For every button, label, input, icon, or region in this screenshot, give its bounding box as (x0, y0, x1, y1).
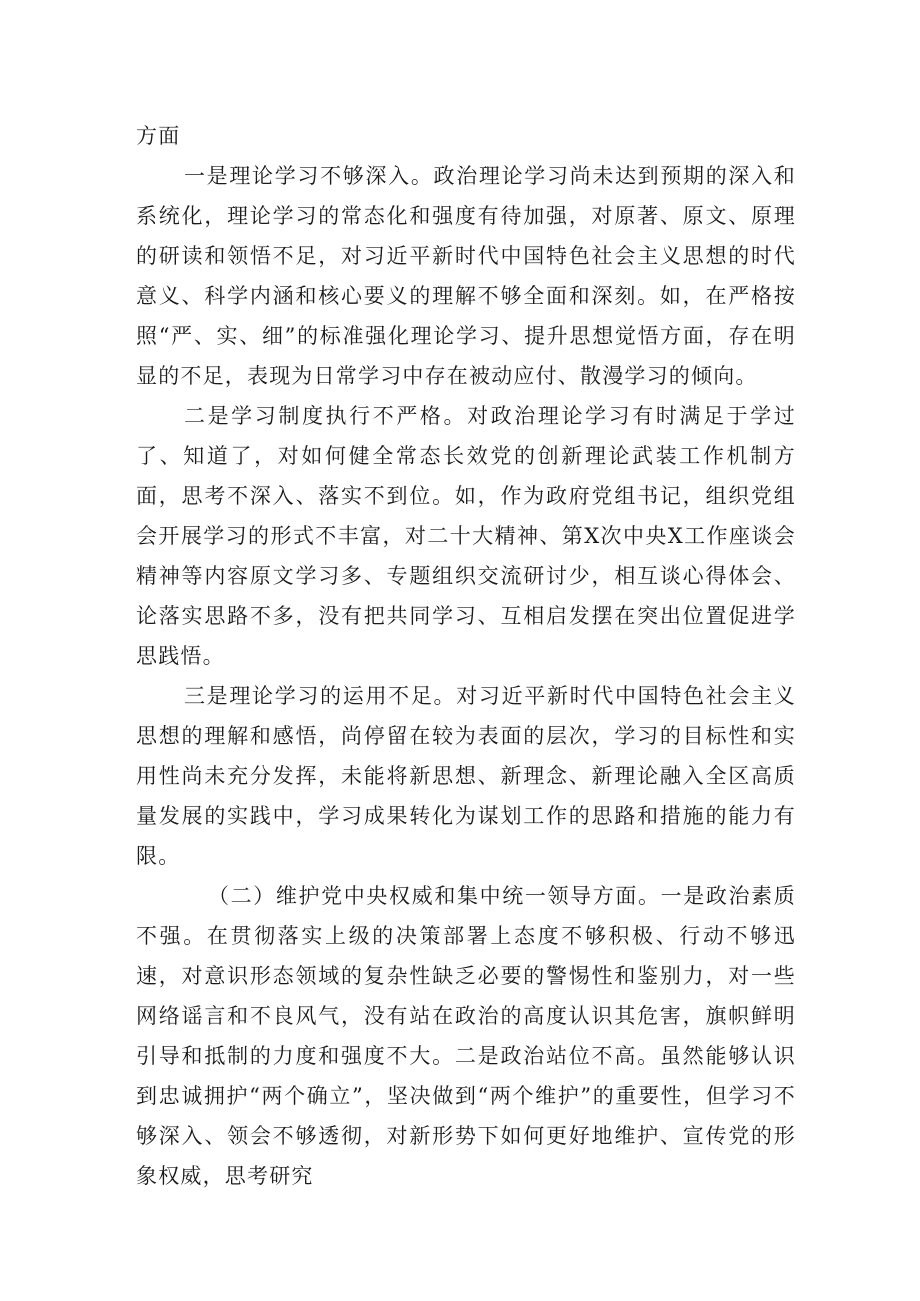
document-body (136, 116, 796, 1196)
paragraph-continuation: 方面 (136, 124, 181, 148)
paragraph-theory-application: 三是理论学习的运用不足。对习近平新时代中国特色社会主义思想的理解和感悟，尚停留在较为表面的层次，学习的目标性和实用性尚未充分发挥，未能将新思想、新理念、新理论融入全区高质量发展的实践中，学习成果转化为谋划工作的思路和措施的能力有限。 (136, 684, 796, 868)
paragraph-section-two: （二）维护党中央权威和集中统一领导方面。一是政治素质不强。在贯彻落实上级的决策部署上态度不够积极、行动不够迅速，对意识形态领域的复杂性缺乏必要的警惕性和鉴别力，对一些网络谣言和不良风气，没有站在政治的高度认识其危害，旗帜鲜明引导和抵制的力度和强度不大。二是政治站位不高。虽然能够认识到忠诚拥护“两个确立”，坚决做到“两个维护”的重要性，但学习不够深入、领会不够透彻，对新形势下如何更好地维护、宣传党的形象权威，思考研究 (136, 884, 796, 1188)
paragraph-study-system: 二是学习制度执行不严格。对政治理论学习有时满足于学过了、知道了，对如何健全常态长效党的创新理论武装工作机制方面，思考不深入、落实不到位。如，作为政府党组书记，组织党组会开展学习的形式不丰富，对二十大精神、第X次中央X工作座谈会精神等内容原文学习多、专题组织交流研讨少，相互谈心得体会、论落实思路不多，没有把共同学习、互相启发摆在突出位置促进学思践悟。 (136, 404, 796, 668)
paragraph-theory-study: 一是理论学习不够深入。政治理论学习尚未达到预期的深入和系统化，理论学习的常态化和强度有待加强，对原著、原文、原理的研读和领悟不足，对习近平新时代中国特色社会主义思想的时代意义、科学内涵和核心要义的理解不够全面和深刻。如，在严格按照“严、实、细”的标准强化理论学习、提升思想觉悟方面，存在明显的不足，表现为日常学习中存在被动应付、散漫学习的倾向。 (136, 164, 796, 388)
